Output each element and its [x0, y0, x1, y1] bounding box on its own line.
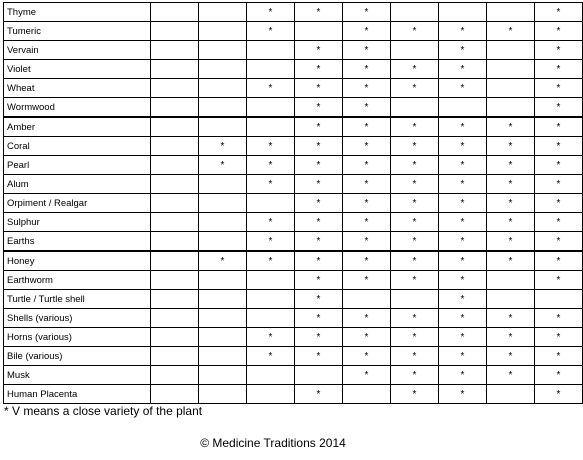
table-row: [4, 194, 583, 213]
mark-cell: *: [439, 137, 487, 156]
mark-cell: *: [535, 309, 583, 328]
mark-cell: *: [343, 366, 391, 385]
mark-cell: [151, 290, 199, 309]
mark-cell: *: [535, 213, 583, 232]
mark-cell: [295, 366, 343, 385]
mark-cell: *: [343, 251, 391, 271]
mark-cell: [247, 366, 295, 385]
mark-cell: *: [439, 79, 487, 98]
mark-cell: *: [535, 328, 583, 347]
row-label: Thyme: [4, 3, 151, 22]
mark-cell: [247, 194, 295, 213]
mark-cell: *: [535, 385, 583, 404]
mark-cell: *: [439, 175, 487, 194]
mark-cell: *: [295, 137, 343, 156]
mark-cell: *: [343, 309, 391, 328]
footnote: * V means a close variety of the plant: [4, 404, 203, 418]
mark-cell: *: [295, 271, 343, 290]
row-label: Coral: [4, 137, 151, 156]
mark-cell: *: [535, 194, 583, 213]
mark-cell: [151, 137, 199, 156]
mark-cell: *: [535, 79, 583, 98]
mark-cell: *: [487, 194, 535, 213]
mark-cell: *: [295, 328, 343, 347]
mark-cell: *: [247, 232, 295, 252]
mark-cell: *: [391, 309, 439, 328]
row-label: Musk: [4, 366, 151, 385]
table-row: [4, 156, 583, 175]
mark-cell: *: [439, 328, 487, 347]
row-label: Turtle / Turtle shell: [4, 290, 151, 309]
mark-cell: *: [343, 117, 391, 137]
mark-cell: [151, 60, 199, 79]
mark-cell: [151, 213, 199, 232]
mark-cell: *: [295, 309, 343, 328]
table-row: [4, 60, 583, 79]
remedy-table: [3, 2, 583, 404]
mark-cell: *: [343, 98, 391, 118]
row-label: Sulphur: [4, 213, 151, 232]
mark-cell: *: [487, 366, 535, 385]
mark-cell: [295, 22, 343, 41]
mark-cell: *: [439, 347, 487, 366]
table-row: [4, 137, 583, 156]
mark-cell: [199, 175, 247, 194]
mark-cell: *: [247, 137, 295, 156]
mark-cell: [151, 98, 199, 118]
mark-cell: *: [343, 156, 391, 175]
row-label: Orpiment / Realgar: [4, 194, 151, 213]
mark-cell: *: [199, 251, 247, 271]
mark-cell: *: [247, 79, 295, 98]
mark-cell: *: [295, 156, 343, 175]
mark-cell: *: [535, 271, 583, 290]
mark-cell: *: [535, 41, 583, 60]
mark-cell: *: [439, 271, 487, 290]
table-row: [4, 347, 583, 366]
mark-cell: *: [391, 137, 439, 156]
row-label: Wheat: [4, 79, 151, 98]
row-label: Horns (various): [4, 328, 151, 347]
mark-cell: *: [343, 347, 391, 366]
mark-cell: *: [343, 194, 391, 213]
mark-cell: *: [535, 22, 583, 41]
mark-cell: *: [487, 117, 535, 137]
mark-cell: *: [391, 117, 439, 137]
mark-cell: *: [487, 22, 535, 41]
mark-cell: *: [295, 117, 343, 137]
row-label: Alum: [4, 175, 151, 194]
row-label: Honey: [4, 251, 151, 271]
row-label: Earthworm: [4, 271, 151, 290]
mark-cell: *: [295, 41, 343, 60]
mark-cell: *: [391, 328, 439, 347]
mark-cell: *: [439, 251, 487, 271]
mark-cell: *: [343, 271, 391, 290]
mark-cell: *: [295, 3, 343, 22]
mark-cell: *: [391, 175, 439, 194]
mark-cell: *: [439, 385, 487, 404]
mark-cell: *: [439, 60, 487, 79]
mark-cell: *: [439, 213, 487, 232]
mark-cell: *: [535, 232, 583, 252]
mark-cell: *: [199, 156, 247, 175]
mark-cell: *: [487, 251, 535, 271]
mark-cell: [199, 232, 247, 252]
mark-cell: *: [199, 137, 247, 156]
mark-cell: [487, 60, 535, 79]
mark-cell: [199, 60, 247, 79]
mark-cell: [343, 385, 391, 404]
mark-cell: [151, 22, 199, 41]
mark-cell: [199, 194, 247, 213]
mark-cell: [151, 175, 199, 194]
table-row: [4, 309, 583, 328]
table-row: [4, 98, 583, 118]
mark-cell: [439, 98, 487, 118]
mark-cell: *: [343, 41, 391, 60]
mark-cell: [151, 366, 199, 385]
row-label: Amber: [4, 117, 151, 137]
row-label: Vervain: [4, 41, 151, 60]
mark-cell: [151, 79, 199, 98]
mark-cell: *: [535, 156, 583, 175]
mark-cell: *: [247, 251, 295, 271]
mark-cell: [199, 309, 247, 328]
mark-cell: [199, 79, 247, 98]
mark-cell: *: [391, 22, 439, 41]
table-row: [4, 41, 583, 60]
table-row: [4, 328, 583, 347]
table-row: [4, 271, 583, 290]
mark-cell: *: [295, 79, 343, 98]
mark-cell: *: [439, 232, 487, 252]
mark-cell: [151, 251, 199, 271]
mark-cell: *: [247, 3, 295, 22]
row-label: Bile (various): [4, 347, 151, 366]
table-row: [4, 251, 583, 271]
mark-cell: [487, 79, 535, 98]
mark-cell: *: [535, 366, 583, 385]
row-label: Tumeric: [4, 22, 151, 41]
mark-cell: [199, 98, 247, 118]
mark-cell: [151, 41, 199, 60]
table-row: [4, 22, 583, 41]
mark-cell: *: [247, 328, 295, 347]
mark-cell: [199, 3, 247, 22]
mark-cell: *: [295, 232, 343, 252]
copyright-notice: © Medicine Traditions 2014: [200, 436, 346, 450]
mark-cell: *: [295, 251, 343, 271]
mark-cell: [151, 3, 199, 22]
mark-cell: *: [487, 213, 535, 232]
table-row: [4, 385, 583, 404]
mark-cell: [199, 328, 247, 347]
mark-cell: [487, 41, 535, 60]
mark-cell: *: [343, 137, 391, 156]
mark-cell: *: [439, 290, 487, 309]
mark-cell: [487, 3, 535, 22]
row-label: Pearl: [4, 156, 151, 175]
mark-cell: [199, 41, 247, 60]
mark-cell: [247, 385, 295, 404]
mark-cell: *: [391, 194, 439, 213]
mark-cell: *: [247, 347, 295, 366]
mark-cell: *: [295, 60, 343, 79]
mark-cell: [199, 347, 247, 366]
mark-cell: *: [247, 213, 295, 232]
mark-cell: [247, 41, 295, 60]
mark-cell: *: [439, 117, 487, 137]
mark-cell: *: [487, 328, 535, 347]
mark-cell: *: [439, 309, 487, 328]
mark-cell: [247, 271, 295, 290]
mark-cell: [343, 290, 391, 309]
table-row: [4, 232, 583, 252]
mark-cell: *: [487, 232, 535, 252]
mark-cell: [247, 117, 295, 137]
mark-cell: *: [535, 117, 583, 137]
mark-cell: *: [391, 385, 439, 404]
row-label: Shells (various): [4, 309, 151, 328]
mark-cell: *: [391, 232, 439, 252]
mark-cell: *: [391, 251, 439, 271]
mark-cell: *: [391, 156, 439, 175]
mark-cell: [199, 366, 247, 385]
mark-cell: [247, 290, 295, 309]
mark-cell: *: [295, 194, 343, 213]
mark-cell: [199, 213, 247, 232]
mark-cell: *: [343, 213, 391, 232]
row-label: Violet: [4, 60, 151, 79]
mark-cell: [391, 41, 439, 60]
mark-cell: *: [391, 60, 439, 79]
mark-cell: *: [535, 347, 583, 366]
mark-cell: *: [487, 156, 535, 175]
mark-cell: [199, 271, 247, 290]
mark-cell: *: [343, 328, 391, 347]
mark-cell: *: [487, 137, 535, 156]
mark-cell: *: [535, 251, 583, 271]
mark-cell: [487, 98, 535, 118]
table-row: [4, 213, 583, 232]
mark-cell: [151, 309, 199, 328]
mark-cell: *: [247, 22, 295, 41]
mark-cell: *: [343, 22, 391, 41]
mark-cell: *: [487, 347, 535, 366]
mark-cell: [391, 98, 439, 118]
mark-cell: *: [295, 385, 343, 404]
mark-cell: [199, 117, 247, 137]
mark-cell: *: [295, 175, 343, 194]
mark-cell: *: [439, 22, 487, 41]
mark-cell: [199, 22, 247, 41]
mark-cell: *: [535, 98, 583, 118]
mark-cell: [391, 290, 439, 309]
mark-cell: *: [439, 366, 487, 385]
mark-cell: [535, 290, 583, 309]
mark-cell: [247, 98, 295, 118]
mark-cell: *: [343, 175, 391, 194]
mark-cell: *: [439, 156, 487, 175]
table-row: [4, 366, 583, 385]
mark-cell: [151, 328, 199, 347]
mark-cell: *: [343, 3, 391, 22]
mark-cell: [487, 290, 535, 309]
mark-cell: *: [247, 156, 295, 175]
mark-cell: [151, 194, 199, 213]
mark-cell: [151, 156, 199, 175]
mark-cell: [247, 60, 295, 79]
mark-cell: *: [343, 60, 391, 79]
mark-cell: *: [535, 175, 583, 194]
table-body: [4, 3, 583, 404]
row-label: Earths: [4, 232, 151, 252]
table-row: [4, 290, 583, 309]
mark-cell: [151, 271, 199, 290]
mark-cell: *: [487, 175, 535, 194]
table-row: [4, 117, 583, 137]
mark-cell: *: [295, 290, 343, 309]
mark-cell: *: [295, 347, 343, 366]
table-row: [4, 3, 583, 22]
mark-cell: *: [343, 232, 391, 252]
mark-cell: *: [535, 137, 583, 156]
mark-cell: [199, 290, 247, 309]
mark-cell: *: [439, 41, 487, 60]
mark-cell: *: [343, 79, 391, 98]
table-row: [4, 175, 583, 194]
table-row: [4, 79, 583, 98]
mark-cell: [151, 117, 199, 137]
mark-cell: [439, 3, 487, 22]
mark-cell: [391, 3, 439, 22]
mark-cell: *: [535, 60, 583, 79]
mark-cell: [151, 232, 199, 252]
row-label: Wormwood: [4, 98, 151, 118]
mark-cell: *: [295, 98, 343, 118]
mark-cell: *: [439, 194, 487, 213]
mark-cell: *: [391, 271, 439, 290]
mark-cell: [487, 271, 535, 290]
mark-cell: *: [391, 366, 439, 385]
mark-cell: *: [535, 3, 583, 22]
mark-cell: *: [391, 213, 439, 232]
mark-cell: *: [247, 175, 295, 194]
mark-cell: [151, 385, 199, 404]
mark-cell: [247, 309, 295, 328]
mark-cell: [199, 385, 247, 404]
mark-cell: *: [391, 347, 439, 366]
mark-cell: [151, 347, 199, 366]
mark-cell: *: [295, 213, 343, 232]
mark-cell: *: [391, 79, 439, 98]
row-label: Human Placenta: [4, 385, 151, 404]
mark-cell: *: [487, 309, 535, 328]
mark-cell: [487, 385, 535, 404]
